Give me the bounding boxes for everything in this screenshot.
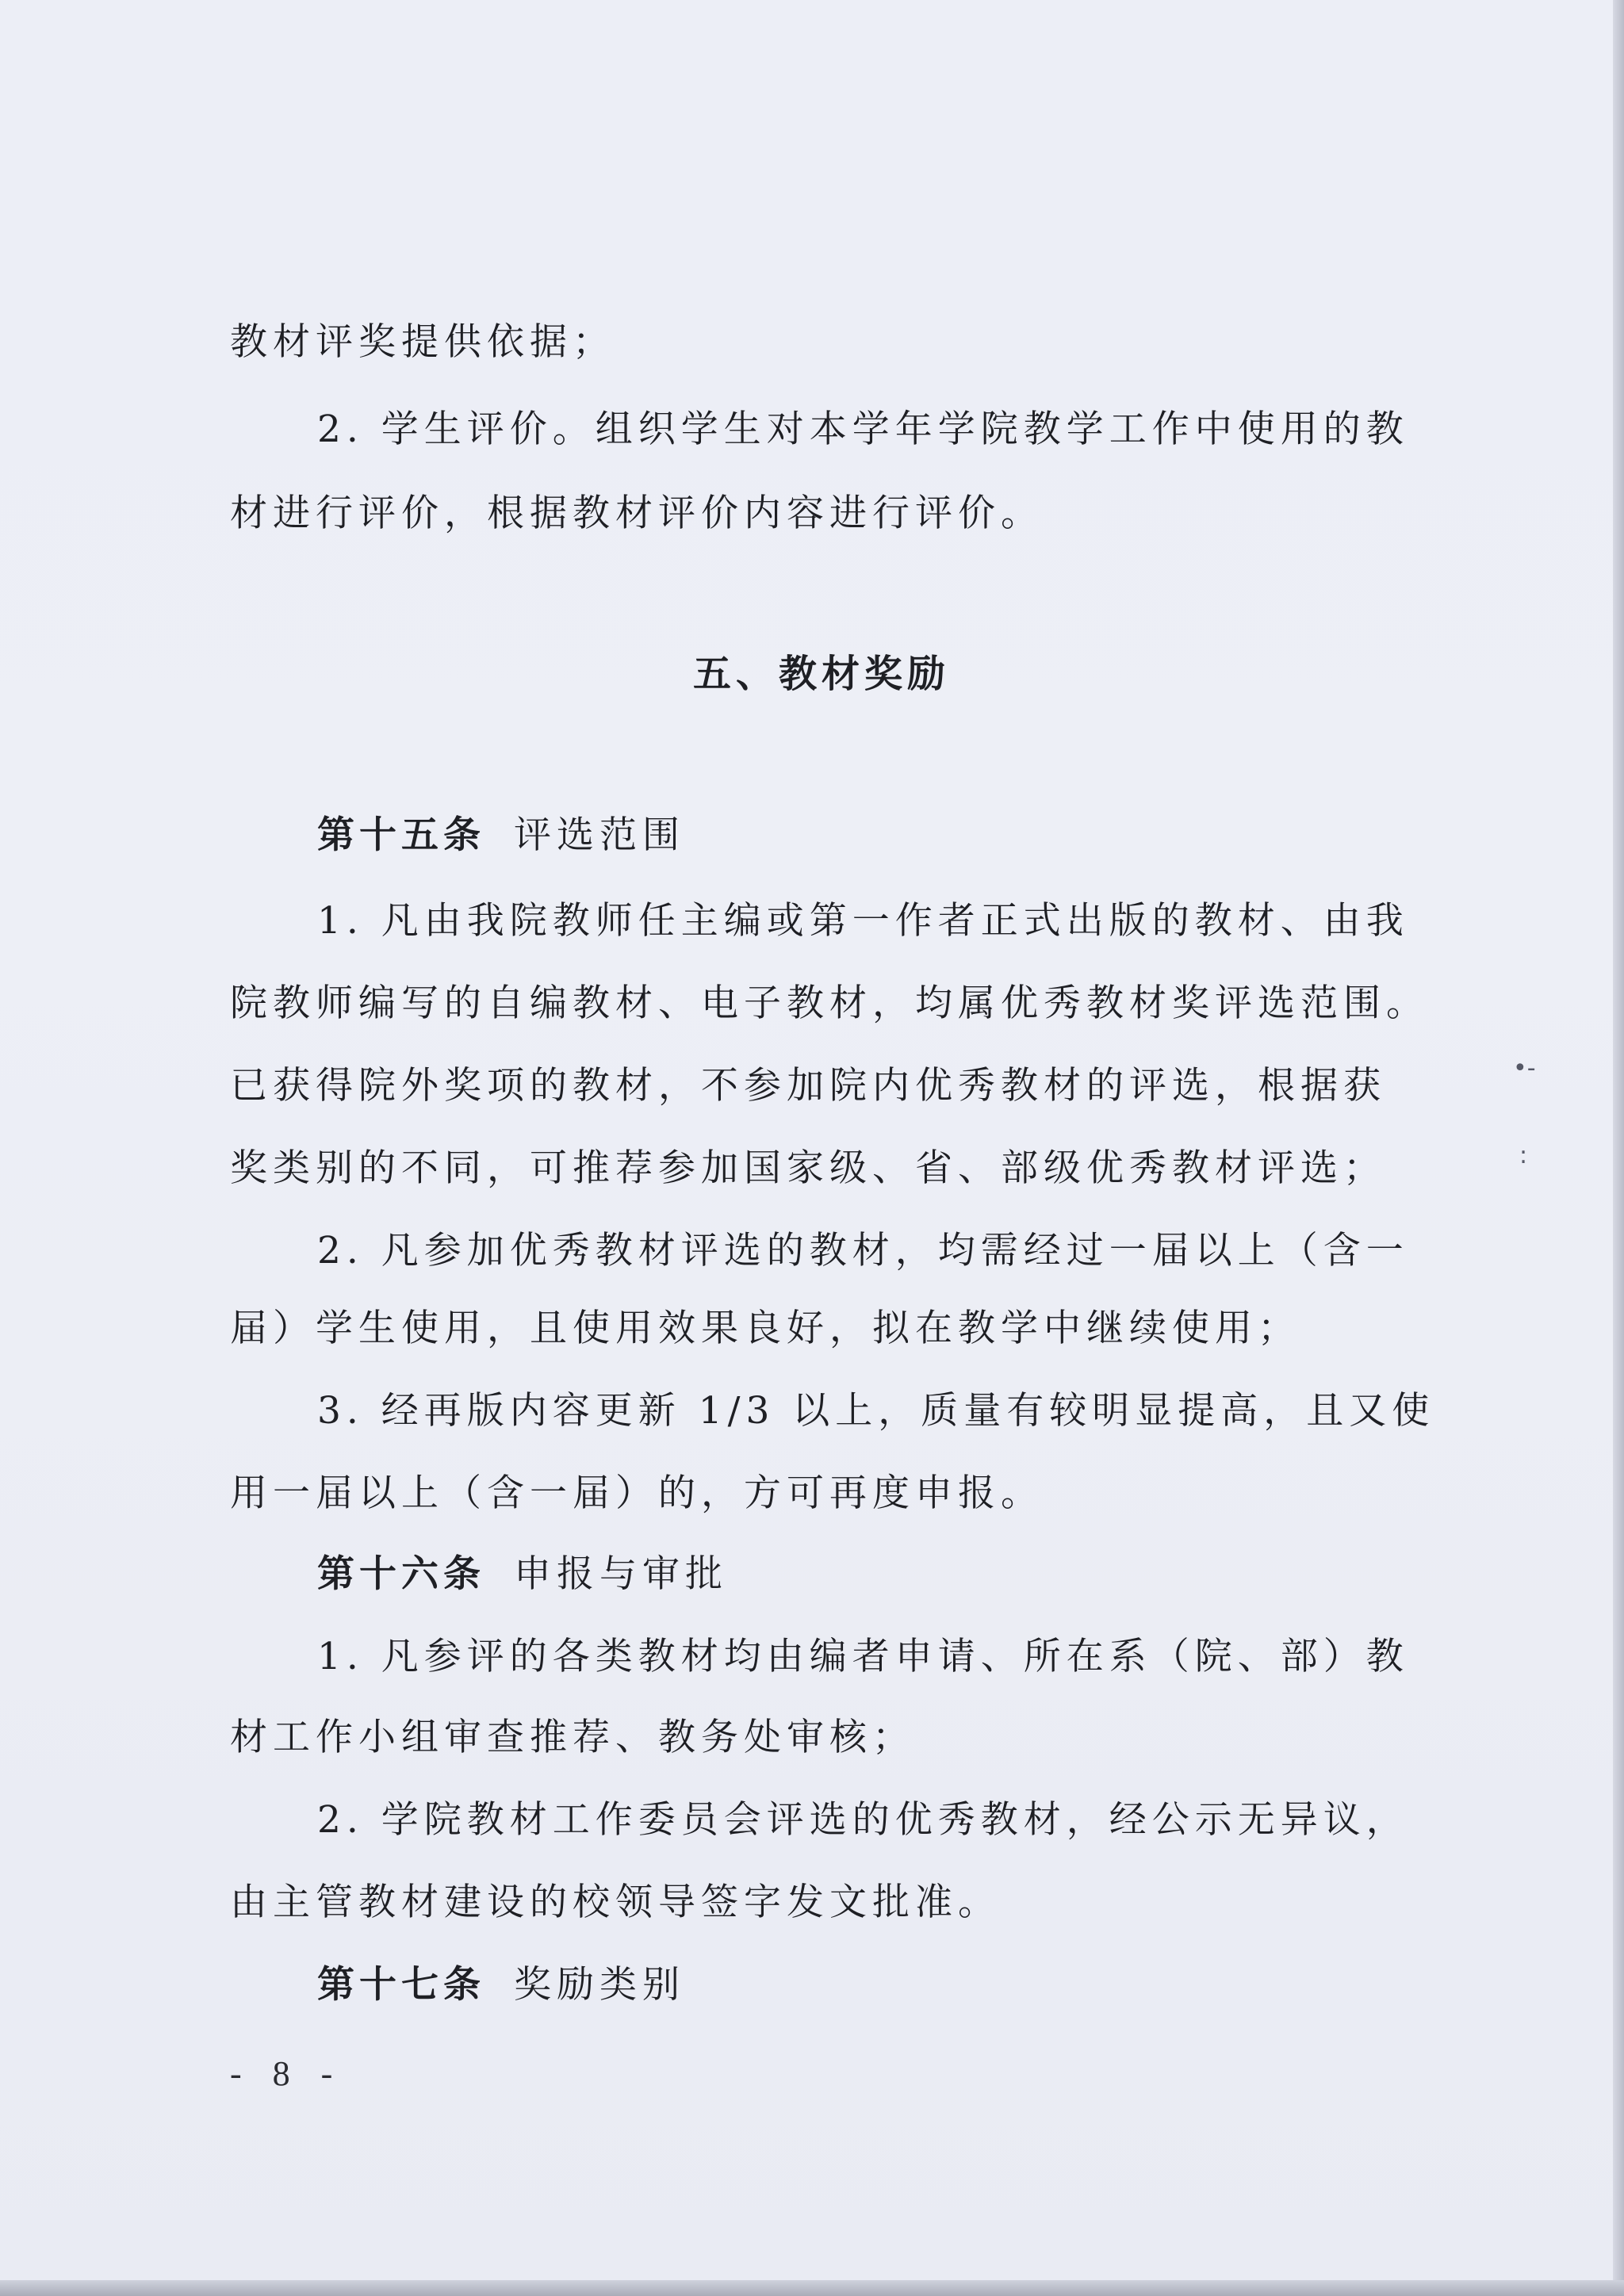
- margin-mark: •-: [1513, 1054, 1536, 1082]
- page-number: - 8 -: [230, 2054, 344, 2093]
- section-heading: 五、教材奖励: [692, 652, 950, 696]
- article-title: 评选范围: [514, 813, 685, 857]
- paragraph-line: 届）学生使用，且使用效果良好，拟在教学中继续使用；: [230, 1307, 1300, 1350]
- paragraph-line: 已获得院外奖项的教材，不参加院内优秀教材的评选，根据获: [230, 1064, 1386, 1108]
- margin-mark: :: [1519, 1142, 1528, 1169]
- article-heading-15: [317, 813, 685, 857]
- paragraph-line: 材进行评价，根据教材评价内容进行评价。: [230, 492, 1044, 535]
- paragraph-line: 3. 经再版内容更新 1/3 以上，质量有较明显提高，且又使: [317, 1389, 1435, 1433]
- paragraph-line: 用一届以上（含一届）的，方可再度申报。: [230, 1471, 1044, 1515]
- page-edge-shadow: [1613, 0, 1624, 2296]
- paragraph-line: 奖类别的不同，可推荐参加国家级、省、部级优秀教材评选；: [230, 1146, 1386, 1190]
- article-heading-16: [317, 1552, 728, 1596]
- paragraph-line: 由主管教材建设的校领导签字发文批准。: [230, 1881, 1001, 1924]
- paragraph-line: 1. 凡由我院教师任主编或第一作者正式出版的教材、由我: [317, 899, 1409, 943]
- article-title: 奖励类别: [514, 1963, 685, 2007]
- article-heading-17: [317, 1963, 685, 2007]
- paragraph-line: 院教师编写的自编教材、电子教材，均属优秀教材奖评选范围。: [230, 982, 1429, 1025]
- paragraph-line: 材工作小组审查推荐、教务处审核；: [230, 1716, 915, 1759]
- paragraph-line: 2. 学生评价。组织学生对本学年学院教学工作中使用的教: [317, 408, 1409, 451]
- article-label: 第十七条: [317, 1963, 485, 2007]
- paragraph-line: 1. 凡参评的各类教材均由编者申请、所在系（院、部）教: [317, 1635, 1409, 1678]
- paragraph-line: 2. 学院教材工作委员会评选的优秀教材，经公示无异议，: [317, 1798, 1409, 1842]
- paragraph-line: 教材评奖提供依据；: [230, 320, 615, 364]
- page-edge-shadow: [0, 2280, 1624, 2296]
- paragraph-line: 2. 凡参加优秀教材评选的教材，均需经过一届以上（含一: [317, 1229, 1409, 1272]
- article-title: 申报与审批: [514, 1552, 728, 1596]
- article-label: 第十五条: [317, 813, 485, 857]
- article-label: 第十六条: [317, 1552, 485, 1596]
